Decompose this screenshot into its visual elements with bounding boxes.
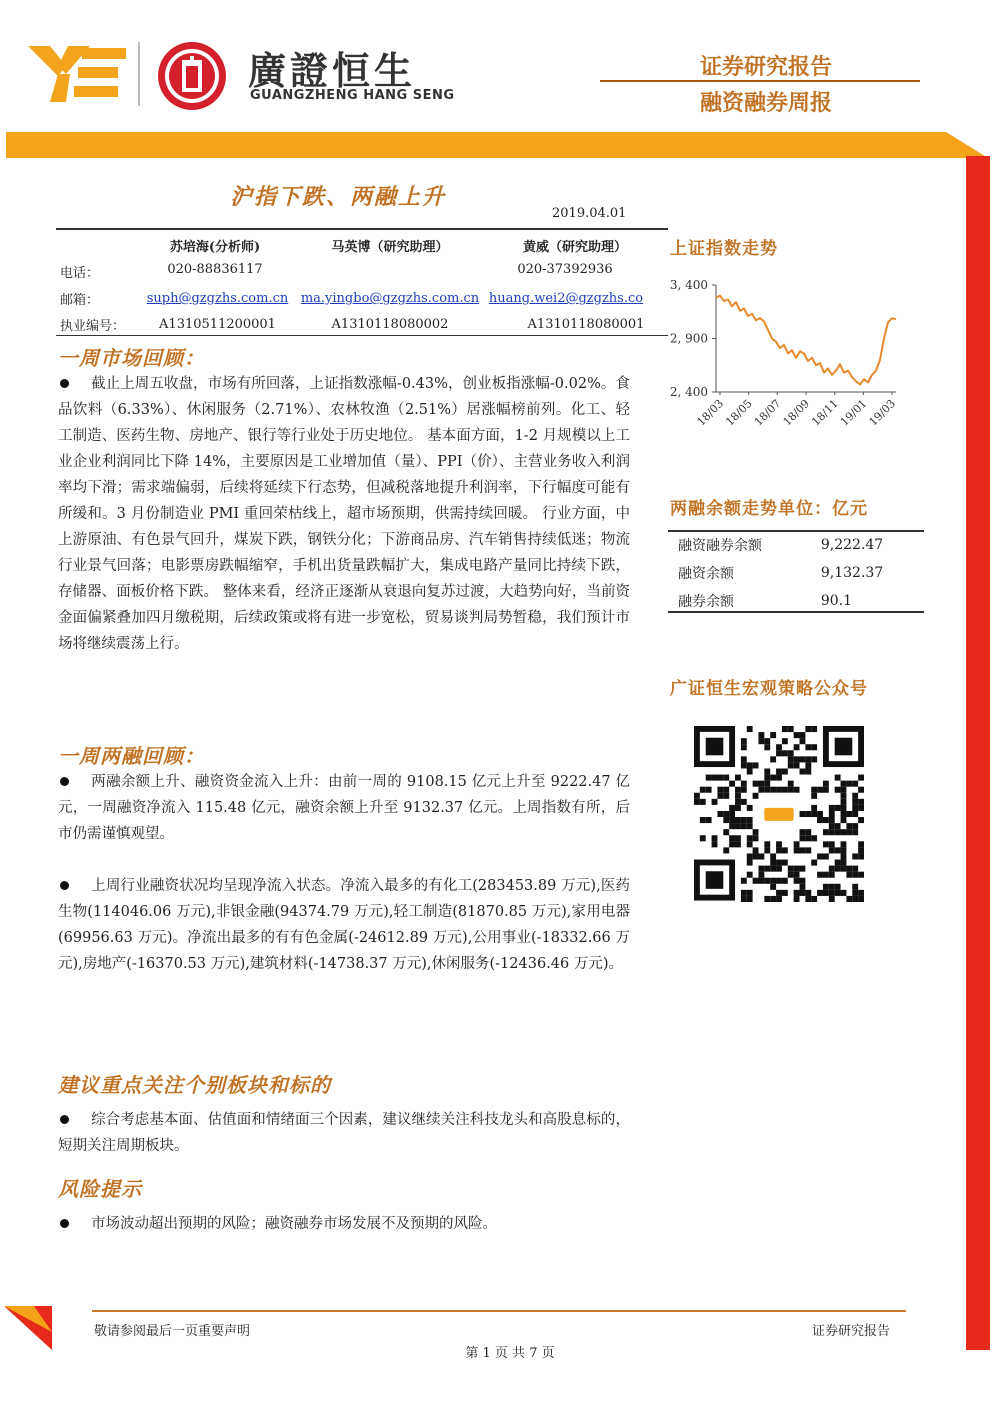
table-row — [668, 559, 924, 587]
section-title-focus: 建议重点关注个别板块和标的 — [58, 1073, 331, 1097]
row-value: 90.1 — [820, 593, 853, 609]
margin-balance-table — [668, 531, 924, 615]
market-review-paragraph — [58, 371, 630, 657]
analyst-3-name: 黄威（研究助理） — [522, 240, 627, 255]
bullet-icon — [60, 1219, 69, 1228]
row-label: 融券余额 — [678, 594, 734, 610]
x-tick-label: 18/05 — [723, 396, 755, 429]
table-bottom-rule — [668, 611, 924, 613]
footer-rule — [92, 1310, 906, 1312]
bullet-icon — [60, 1115, 69, 1124]
footer-report-type: 证券研究报告 — [812, 1324, 891, 1339]
analyst-1-name: 苏培海(分析师) — [169, 240, 261, 255]
license-label: 执业编号： — [60, 319, 126, 334]
bullet-icon — [60, 777, 69, 786]
analyst-1-email-link[interactable]: suph@gzgzhs.com.cn — [146, 291, 289, 306]
y-tick-label: 3, 400 — [669, 278, 708, 292]
brand-name-cn: 廣證恒生 — [248, 49, 417, 93]
report-subtype: 融资融券周报 — [699, 91, 832, 116]
risk-paragraph — [58, 1211, 630, 1237]
phone-label: 电话： — [60, 266, 100, 281]
meta-rule-top — [56, 228, 668, 230]
report-date: 2019.04.01 — [552, 206, 627, 221]
x-tick-label: 19/01 — [837, 396, 870, 429]
analyst-2-name: 马英博（研究助理） — [331, 240, 449, 255]
index-line-chart — [666, 270, 906, 450]
y-tick-label: 2, 900 — [669, 331, 708, 346]
logo-divider — [138, 42, 140, 106]
document-title: 沪指下跌、两融上升 — [230, 184, 447, 210]
analyst-3-phone: 020-37392936 — [517, 262, 613, 277]
row-value: 9,132.37 — [820, 565, 884, 581]
row-label: 融资融券余额 — [678, 538, 762, 554]
x-tick-label: 18/11 — [809, 396, 841, 429]
margin-review-paragraph-1 — [58, 769, 630, 847]
analyst-3-email-link[interactable]: huang.wei2@gzgzhs.co — [488, 291, 644, 306]
row-label: 融资余额 — [678, 566, 734, 582]
analyst-1-license: A1310511200001 — [159, 317, 276, 332]
analyst-2-email-link[interactable]: ma.yingbo@gzgzhs.com.cn — [300, 291, 480, 306]
side-red-bar — [966, 156, 990, 1350]
x-tick-label: 18/03 — [694, 396, 727, 429]
x-tick-label: 18/07 — [751, 396, 784, 429]
wechat-title: 广证恒生宏观策略公众号 — [670, 679, 868, 699]
ye-logo-icon — [28, 44, 128, 102]
emblem-icon — [156, 40, 228, 112]
index-chart-title: 上证指数走势 — [670, 239, 778, 259]
market-review-text: 截止上周五收盘，市场有所回落，上证指数涨幅-0.43%，创业板指涨幅-0.02%。食品饮料（6.33%）、休闲服务（2.71%）、农林牧渔（2.51%）居涨幅榜前列。化工、轻工制造、医药生物、房地产、银行等行业处于历史地位。 基本面方面，1-2 月规模以上工业企业利润同比下降 14%，主要原因是工业增加值（量）、PPI（价）、主营业务收入利润率均下滑；需求端偏弱，后续将延续下行态势，但减税落地提升利润率，下行幅度可能有所缓和。3 月份制造业 PMI 重回荣枯线上，超市场预期，供需持续回暖。 行业方面，中上游原油、有色景气回升，煤炭下跌，钢铁分化；下游商品房、汽车销售持续低迷；物流行业景气回落；电影票房跌幅缩窄，手机出货量跌幅扩大，集成电路产量同比持续下跌，存储器、面板价格下跌。 整体来看，经济正逐渐从衰退向复苏过渡，大趋势向好，当前资金面偏紧叠加四月缴税期，后续政策或将有进一步宽松，贸易谈判局势暂稳，我们预计市场将继续震荡上行。 — [58, 376, 630, 652]
section-title-margin-review: 一周两融回顾： — [58, 744, 205, 768]
analyst-2-license: A1310118080002 — [331, 317, 449, 332]
margin-review-text-2: 上周行业融资状况均呈现净流入状态。净流入最多的有化工(283453.89 万元),医药生物(114046.06 万元),非银金融(94374.79 万元),轻工制造(81870.85 万元),家用电器(69956.63 万元)。净流出最多的有有色金属(-24612.89 万元),公用事业(-18332.66 万元),房地产(-16370.53 万元),建筑材料(-14738.37 万元),休闲服务(-12436.46 万元)。 — [58, 878, 630, 972]
focus-text: 综合考虑基本面、估值面和情绪面三个因素，建议继续关注科技龙头和高股息标的，短期关注周期板块。 — [58, 1112, 630, 1154]
row-value: 9,222.47 — [820, 537, 884, 553]
risk-text: 市场波动超出预期的风险；融资融券市场发展不及预期的风险。 — [91, 1216, 497, 1232]
margin-balance-title: 两融余额走势单位：亿元 — [670, 499, 868, 519]
analyst-1-phone: 020-88836117 — [167, 262, 263, 277]
brand-name-en: GUANGZHENG HANG SENG — [250, 88, 455, 103]
footer-triangle-icon — [4, 1306, 52, 1350]
meta-rule-bottom — [56, 335, 668, 336]
focus-paragraph — [58, 1107, 630, 1159]
x-tick-label: 19/03 — [866, 396, 899, 429]
report-type: 证券研究报告 — [699, 55, 832, 80]
orange-band — [6, 132, 988, 158]
index-series-line — [716, 296, 896, 385]
section-title-risk: 风险提示 — [58, 1177, 142, 1201]
margin-review-text-1: 两融余额上升、融资资金流入上升：由前一周的 9108.15 亿元上升至 9222.47 亿元，一周融资净流入 115.48 亿元，融资余额上升至 9132.37 亿元。上周指数有所，后市仍需谨慎观望。 — [58, 774, 630, 842]
margin-review-paragraph-2 — [58, 873, 630, 977]
x-tick-label: 18/09 — [780, 396, 813, 429]
y-tick-label: 2, 400 — [669, 385, 708, 399]
qr-code-icon[interactable] — [694, 726, 864, 902]
page-number: 第 1 页 共 7 页 — [465, 1346, 555, 1361]
analyst-3-license: A1310118080001 — [527, 317, 645, 332]
section-title-market-review: 一周市场回顾： — [58, 346, 205, 370]
email-label: 邮箱： — [60, 293, 100, 308]
table-row — [668, 531, 924, 559]
header-rule — [600, 80, 920, 82]
bullet-icon — [60, 881, 69, 890]
footer-disclaimer: 敬请参阅最后一页重要声明 — [94, 1324, 251, 1339]
bullet-icon — [60, 379, 69, 388]
